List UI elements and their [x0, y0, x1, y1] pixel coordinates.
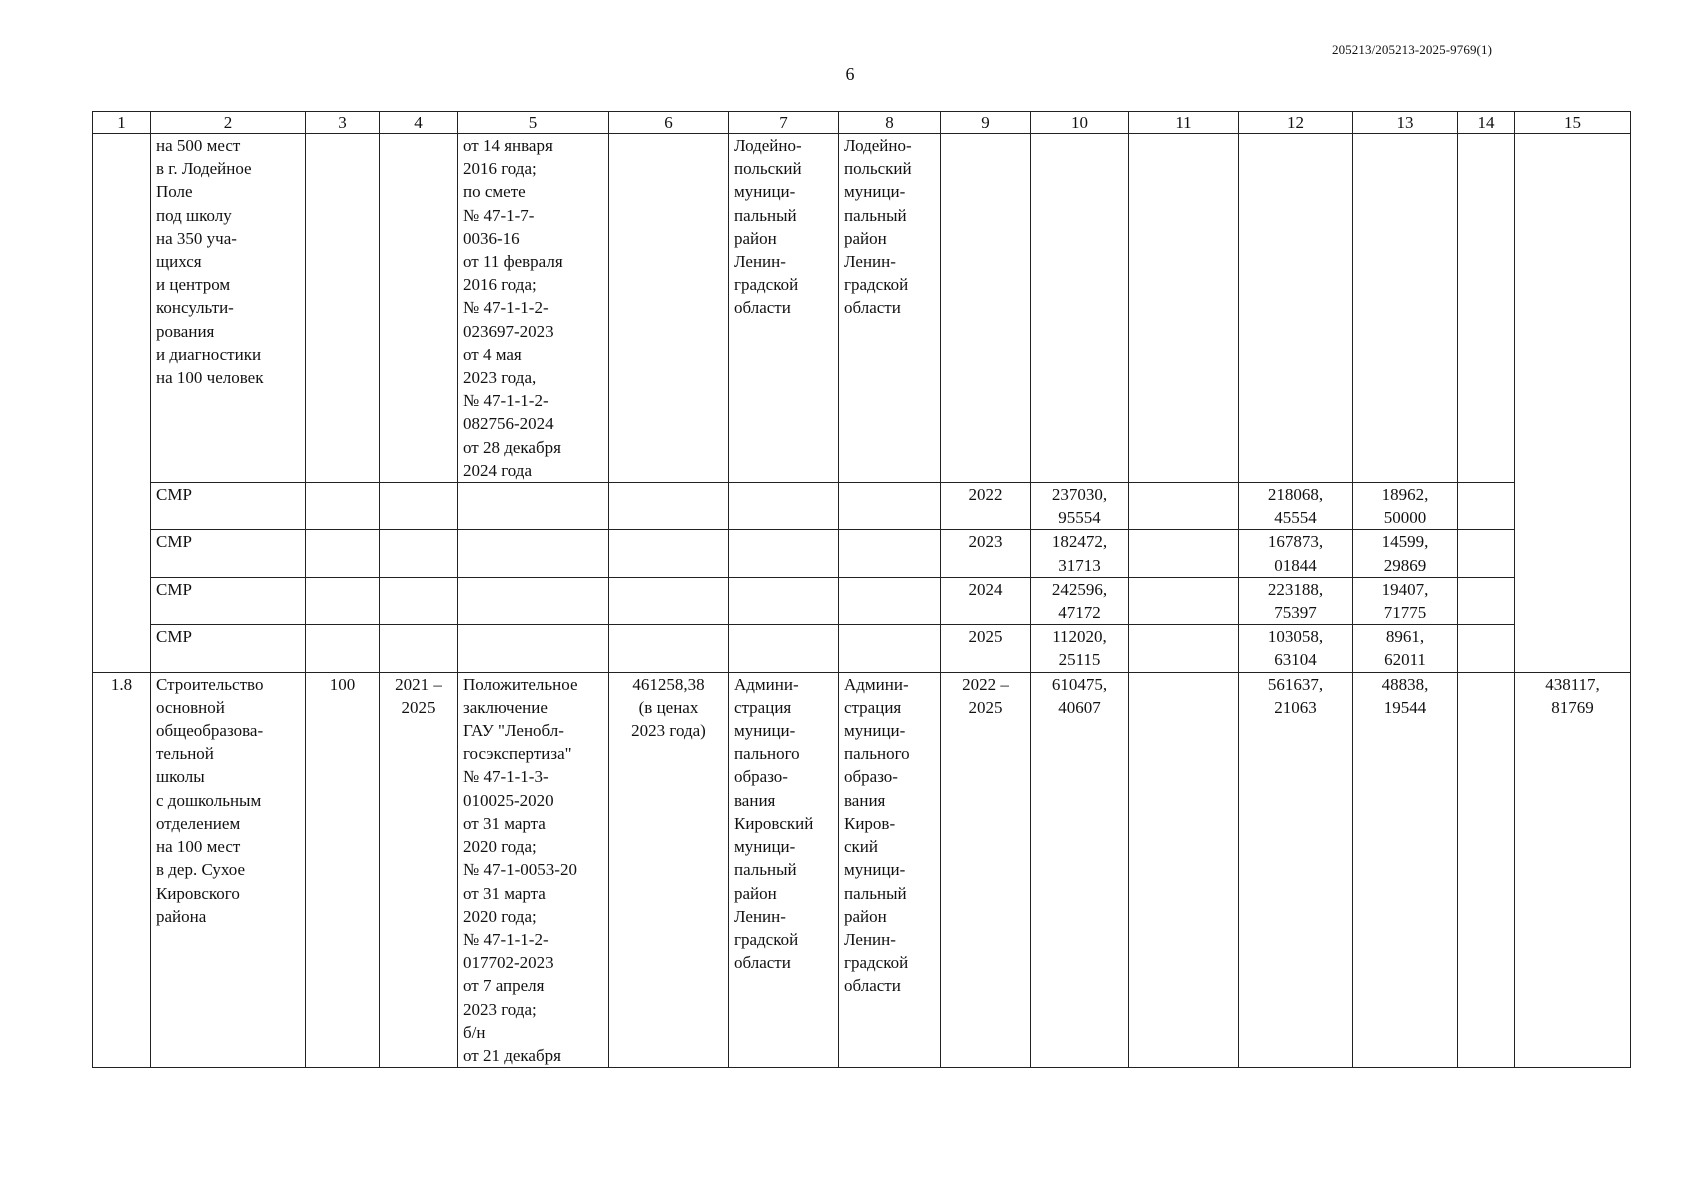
cell-empty	[729, 483, 839, 530]
cell-empty	[458, 625, 609, 672]
cell-empty	[839, 530, 941, 577]
cell-estimated-cost	[609, 134, 729, 483]
column-number-cell: 14	[1458, 112, 1515, 134]
column-number-cell: 13	[1353, 112, 1458, 134]
cell-empty	[306, 530, 380, 577]
cell-empty	[458, 483, 609, 530]
cell-col15	[1515, 134, 1631, 673]
cell-total: 242596, 47172	[1031, 577, 1129, 624]
cell-expertise: от 14 января 2016 года; по смете № 47-1-7- 0036-16 от 11 февраля 2016 года; № 47-1-1-2- 023697-2023 от 4 мая 2023 года, № 47-1-1-2- 082756-2024 от 28 декабря 2024 года	[458, 134, 609, 483]
cell-col11	[1129, 483, 1239, 530]
cell-col11	[1129, 625, 1239, 672]
cell-empty	[306, 625, 380, 672]
cell-col13: 8961, 62011	[1353, 625, 1458, 672]
cell-empty	[380, 530, 458, 577]
cell-period	[380, 134, 458, 483]
cell-col14	[1458, 134, 1515, 483]
cell-number	[93, 134, 151, 673]
column-number-cell: 15	[1515, 112, 1631, 134]
column-number-cell: 5	[458, 112, 609, 134]
column-number-cell: 10	[1031, 112, 1129, 134]
table-row-smr	[93, 577, 1631, 624]
cell-year: 2023	[941, 530, 1031, 577]
cell-empty	[839, 577, 941, 624]
cell-empty	[609, 530, 729, 577]
cell-year: 2022 – 2025	[941, 672, 1031, 1067]
cell-col11	[1129, 672, 1239, 1067]
document-id: 205213/205213-2025-9769(1)	[1331, 42, 1492, 57]
column-number-cell: 1	[93, 112, 151, 134]
column-number-cell: 6	[609, 112, 729, 134]
cell-col12: 561637, 21063	[1239, 672, 1353, 1067]
cell-empty	[306, 483, 380, 530]
cell-empty	[380, 625, 458, 672]
cell-col11	[1129, 530, 1239, 577]
table-row-continuation	[93, 134, 1631, 483]
cell-col14	[1458, 483, 1515, 530]
table-row-1-8	[93, 672, 1631, 1067]
register-table	[92, 111, 1631, 1068]
column-number-row	[93, 112, 1631, 134]
cell-expertise: Положительное заключение ГАУ "Ленобл- госэкспертиза" № 47-1-1-3- 010025-2020 от 31 марта 2020 года; № 47-1-0053-20 от 31 марта 2020 года; № 47-1-1-2- 017702-2023 от 7 апреля 2023 года; б/н от 21 декабря	[458, 672, 609, 1067]
column-number-cell: 11	[1129, 112, 1239, 134]
column-number-cell: 3	[306, 112, 380, 134]
cell-col11	[1129, 134, 1239, 483]
cell-period: 2021 – 2025	[380, 672, 458, 1067]
cell-col12: 218068, 45554	[1239, 483, 1353, 530]
cell-total: 112020, 25115	[1031, 625, 1129, 672]
cell-work-type: СМР	[151, 483, 306, 530]
cell-estimated-cost: 461258,38 (в ценах 2023 года)	[609, 672, 729, 1067]
cell-empty	[729, 625, 839, 672]
column-number-cell: 12	[1239, 112, 1353, 134]
cell-year: 2022	[941, 483, 1031, 530]
cell-developer: Админи- страция муници- пального образо- вания Киров- ский муници- пальный район Ленин- градской области	[839, 672, 941, 1067]
cell-col12	[1239, 134, 1353, 483]
cell-year: 2025	[941, 625, 1031, 672]
cell-col13	[1353, 134, 1458, 483]
cell-empty	[380, 577, 458, 624]
cell-empty	[458, 577, 609, 624]
cell-object-name: Строительство основной общеобразова- тельной школы с дошкольным отделением на 100 мест в дер. Сухое Кировского района	[151, 672, 306, 1067]
cell-empty	[839, 625, 941, 672]
cell-capacity: 100	[306, 672, 380, 1067]
table-row-smr	[93, 625, 1631, 672]
cell-col14	[1458, 625, 1515, 672]
cell-year: 2024	[941, 577, 1031, 624]
cell-work-type: СМР	[151, 625, 306, 672]
cell-empty	[458, 530, 609, 577]
cell-col13: 18962, 50000	[1353, 483, 1458, 530]
cell-empty	[609, 577, 729, 624]
column-number-cell: 7	[729, 112, 839, 134]
cell-col11	[1129, 577, 1239, 624]
cell-empty	[609, 625, 729, 672]
column-number-cell: 8	[839, 112, 941, 134]
cell-col12: 223188, 75397	[1239, 577, 1353, 624]
cell-developer: Лодейно- польский муници- пальный район Ленин- градской области	[839, 134, 941, 483]
cell-col14	[1458, 577, 1515, 624]
cell-empty	[306, 577, 380, 624]
cell-total: 237030, 95554	[1031, 483, 1129, 530]
page-number: 6	[845, 64, 855, 84]
column-number-cell: 2	[151, 112, 306, 134]
cell-empty	[729, 577, 839, 624]
cell-work-type: СМР	[151, 577, 306, 624]
cell-number: 1.8	[93, 672, 151, 1067]
cell-col12: 103058, 63104	[1239, 625, 1353, 672]
cell-col13: 48838, 19544	[1353, 672, 1458, 1067]
cell-col13: 19407, 71775	[1353, 577, 1458, 624]
column-number-cell: 4	[380, 112, 458, 134]
cell-col13: 14599, 29869	[1353, 530, 1458, 577]
cell-col15: 438117, 81769	[1515, 672, 1631, 1067]
cell-empty	[609, 483, 729, 530]
cell-capacity	[306, 134, 380, 483]
cell-col14	[1458, 530, 1515, 577]
cell-col12: 167873, 01844	[1239, 530, 1353, 577]
table-row-smr	[93, 483, 1631, 530]
cell-year	[941, 134, 1031, 483]
cell-total: 610475, 40607	[1031, 672, 1129, 1067]
cell-total	[1031, 134, 1129, 483]
column-number-cell: 9	[941, 112, 1031, 134]
cell-empty	[380, 483, 458, 530]
cell-col14	[1458, 672, 1515, 1067]
cell-object-name: на 500 мест в г. Лодейное Поле под школу на 350 уча- щихся и центром консульти- рования и диагностики на 100 человек	[151, 134, 306, 483]
table-row-smr	[93, 530, 1631, 577]
cell-customer: Лодейно- польский муници- пальный район Ленин- градской области	[729, 134, 839, 483]
cell-work-type: СМР	[151, 530, 306, 577]
cell-customer: Админи- страция муници- пального образо- вания Кировский муници- пальный район Ленин- градской области	[729, 672, 839, 1067]
cell-empty	[729, 530, 839, 577]
cell-total: 182472, 31713	[1031, 530, 1129, 577]
cell-empty	[839, 483, 941, 530]
